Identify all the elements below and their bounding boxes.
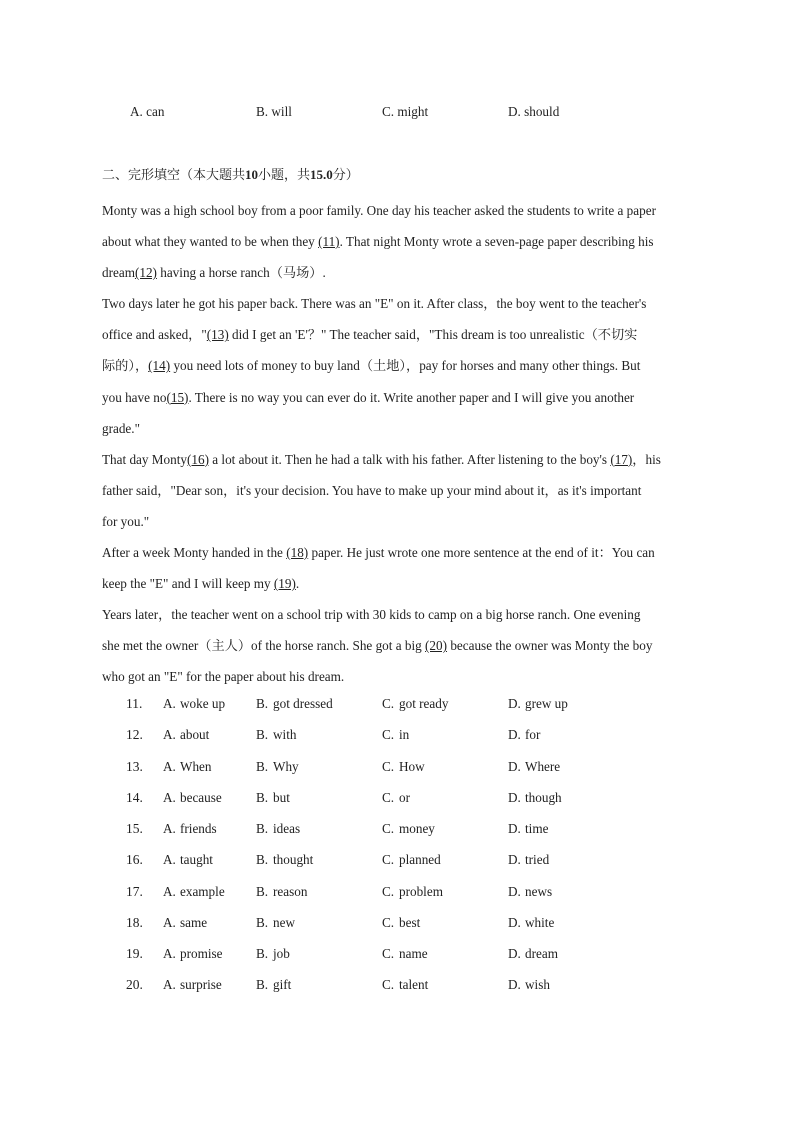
passage-line: she met the owner（主人）of the horse ranch. She got a big (20) because the owner was Monty the boy bbox=[102, 638, 653, 654]
option-b[interactable]: B. reason bbox=[256, 884, 308, 899]
passage-line: 际的），(14) you need lots of money to buy land（土地），pay for horses and many other things. But bbox=[102, 358, 641, 374]
question-row bbox=[0, 725, 794, 745]
option-d[interactable]: D. white bbox=[508, 915, 555, 930]
option-c[interactable]: C. got ready bbox=[382, 696, 449, 711]
question-number: 15. bbox=[126, 821, 143, 836]
passage-line: for you." bbox=[102, 513, 150, 529]
question-row bbox=[0, 975, 794, 995]
option-d[interactable]: D. though bbox=[508, 790, 562, 805]
option-a[interactable]: A. surprise bbox=[163, 977, 222, 992]
option-d[interactable]: D. should bbox=[508, 104, 560, 119]
option-c[interactable]: C. name bbox=[382, 946, 428, 961]
option-d[interactable]: D. for bbox=[508, 727, 541, 742]
question-number: 17. bbox=[126, 884, 143, 899]
question-row bbox=[0, 913, 794, 933]
question-row bbox=[0, 819, 794, 839]
passage-line: That day Monty(16) a lot about it. Then he had a talk with his father. After listening to the boy's (17)，his bbox=[102, 451, 661, 467]
option-d[interactable]: D. Where bbox=[508, 759, 561, 774]
question-row bbox=[0, 757, 794, 777]
option-a[interactable]: A. about bbox=[163, 727, 210, 742]
blank-14[interactable]: (14) bbox=[148, 358, 171, 374]
option-d[interactable]: D. news bbox=[508, 884, 553, 899]
passage-line: who got an "E" for the paper about his dream. bbox=[102, 669, 345, 685]
cloze-passage bbox=[102, 195, 692, 693]
option-a[interactable]: A. woke up bbox=[163, 696, 226, 711]
option-c[interactable]: C. talent bbox=[382, 977, 429, 992]
question-number: 20. bbox=[126, 977, 143, 992]
option-b[interactable]: B. thought bbox=[256, 852, 314, 867]
question-row bbox=[0, 788, 794, 808]
passage-line: about what they wanted to be when they (11). That night Monty wrote a seven-page paper describing his bbox=[102, 234, 654, 250]
option-c[interactable]: C. problem bbox=[382, 884, 443, 899]
option-d[interactable]: D. time bbox=[508, 821, 549, 836]
section-heading: 二、完形填空（本大题共10小题，共15.0分） bbox=[102, 167, 359, 182]
passage-line: keep the "E" and I will keep my (19). bbox=[102, 576, 300, 592]
blank-13[interactable]: (13) bbox=[206, 327, 229, 343]
passage-line: Two days later he got his paper back. There was an "E" on it. After class，the boy went to the teacher's bbox=[102, 296, 647, 312]
option-d[interactable]: D. wish bbox=[508, 977, 550, 992]
blank-20[interactable]: (20) bbox=[425, 638, 448, 654]
option-b[interactable]: B. gift bbox=[256, 977, 292, 992]
option-c[interactable]: C. might bbox=[382, 104, 429, 119]
question-number: 12. bbox=[126, 727, 143, 742]
passage-line: After a week Monty handed in the (18) paper. He just wrote one more sentence at the end of it：You can bbox=[102, 545, 655, 561]
question-row bbox=[0, 944, 794, 964]
passage-line: you have no(15). There is no way you can ever do it. Write another paper and I will give you another bbox=[102, 389, 635, 405]
blank-16[interactable]: (16) bbox=[186, 451, 209, 467]
option-d[interactable]: D. tried bbox=[508, 852, 550, 867]
question-number: 16. bbox=[126, 852, 143, 867]
option-b[interactable]: B. will bbox=[256, 104, 292, 119]
option-c[interactable]: C. in bbox=[382, 727, 410, 742]
blank-11[interactable]: (11) bbox=[318, 234, 340, 250]
question-row bbox=[0, 882, 794, 902]
question-row bbox=[0, 850, 794, 870]
question-number: 11. bbox=[126, 696, 143, 711]
blank-18[interactable]: (18) bbox=[286, 545, 309, 561]
option-b[interactable]: B. got dressed bbox=[256, 696, 333, 711]
option-a[interactable]: A. same bbox=[163, 915, 208, 930]
blank-19[interactable]: (19) bbox=[273, 576, 296, 592]
option-a[interactable]: A. example bbox=[163, 884, 225, 899]
option-a[interactable]: A. taught bbox=[163, 852, 213, 867]
option-b[interactable]: B. job bbox=[256, 946, 290, 961]
previous-question-options bbox=[0, 102, 794, 122]
blank-15[interactable]: (15) bbox=[166, 389, 189, 405]
option-a[interactable]: A. friends bbox=[163, 821, 217, 836]
option-b[interactable]: B. but bbox=[256, 790, 290, 805]
blank-12[interactable]: (12) bbox=[134, 265, 157, 281]
question-number: 13. bbox=[126, 759, 143, 774]
option-b[interactable]: B. new bbox=[256, 915, 295, 930]
option-c[interactable]: C. money bbox=[382, 821, 435, 836]
option-c[interactable]: C. best bbox=[382, 915, 421, 930]
question-row bbox=[0, 694, 794, 714]
passage-line: father said，"Dear son，it's your decision. You have to make up your mind about it，as it's important bbox=[102, 482, 642, 498]
option-a[interactable]: A. When bbox=[163, 759, 212, 774]
option-b[interactable]: B. Why bbox=[256, 759, 299, 774]
question-number: 19. bbox=[126, 946, 143, 961]
option-a[interactable]: A. promise bbox=[163, 946, 223, 961]
option-d[interactable]: D. dream bbox=[508, 946, 558, 961]
option-a[interactable]: A. because bbox=[163, 790, 222, 805]
option-b[interactable]: B. with bbox=[256, 727, 297, 742]
question-number: 18. bbox=[126, 915, 143, 930]
passage-line: Years later，the teacher went on a school trip with 30 kids to camp on a big horse ranch. One evening bbox=[102, 607, 641, 623]
option-c[interactable]: C. How bbox=[382, 759, 425, 774]
option-b[interactable]: B. ideas bbox=[256, 821, 301, 836]
question-number: 14. bbox=[126, 790, 143, 805]
passage-line: grade." bbox=[102, 420, 140, 436]
option-c[interactable]: C. or bbox=[382, 790, 410, 805]
option-c[interactable]: C. planned bbox=[382, 852, 441, 867]
passage-line: office and asked，"(13) did I get an 'E'？" The teacher said，"This dream is too unrealistic（不切实 bbox=[102, 327, 638, 343]
passage-line: Monty was a high school boy from a poor family. One day his teacher asked the students to write a paper bbox=[102, 203, 656, 218]
option-a[interactable]: A. can bbox=[130, 104, 165, 119]
option-d[interactable]: D. grew up bbox=[508, 696, 568, 711]
blank-17[interactable]: (17) bbox=[610, 451, 633, 467]
passage-line: dream(12) having a horse ranch（马场）. bbox=[102, 265, 326, 281]
